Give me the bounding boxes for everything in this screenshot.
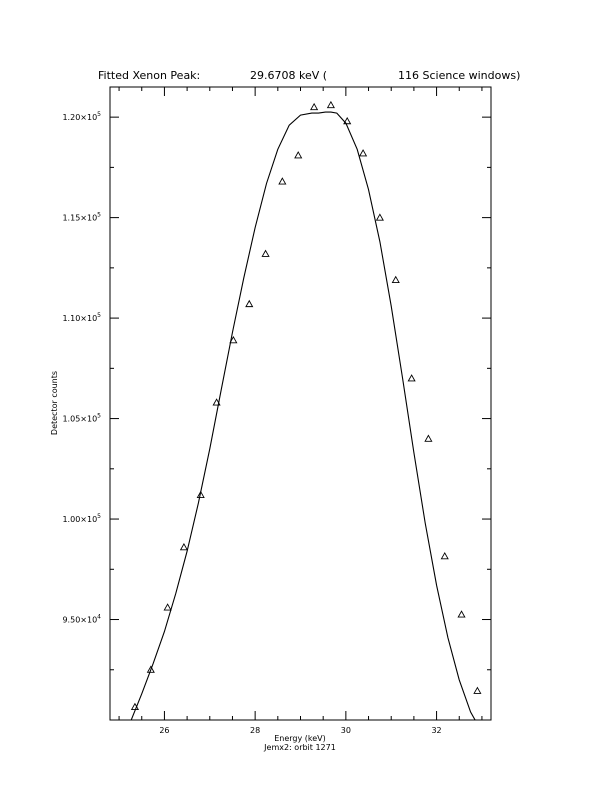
plot-frame	[110, 87, 491, 720]
y-tick-label: $1.05\times 10^5$	[62, 412, 101, 424]
data-point-triangle	[408, 375, 415, 381]
axis-ticks	[110, 87, 491, 720]
data-point-triangle	[441, 553, 448, 559]
y-tick-label: $1.20\times 10^5$	[62, 111, 101, 123]
axis-tick-labels	[62, 111, 441, 735]
fit-line	[130, 112, 482, 732]
chart-title	[98, 69, 520, 82]
data-point-triangle	[246, 301, 253, 307]
x-tick-label: 26	[159, 726, 170, 735]
y-tick-label: $1.15\times 10^5$	[62, 211, 101, 223]
y-tick-label: $1.10\times 10^5$	[62, 312, 101, 324]
x-tick-label: 28	[250, 726, 261, 735]
fit-line-layer	[130, 112, 482, 732]
data-point-triangle	[377, 214, 384, 220]
data-point-triangle	[425, 435, 432, 441]
x-tick-label: 32	[431, 726, 442, 735]
chart-title-part-3: 116 Science windows)	[398, 69, 521, 82]
data-point-triangle	[181, 544, 188, 550]
data-point-triangle	[360, 150, 367, 156]
chart-title-part-2: 29.6708 keV (	[250, 69, 328, 82]
data-point-triangle	[474, 688, 481, 694]
y-axis-label: Detector counts	[50, 370, 59, 436]
x-axis-sublabel: Jemx2: orbit 1271	[264, 743, 336, 752]
data-point-triangle	[392, 277, 399, 283]
x-axis-label: Energy (keV)	[274, 734, 326, 743]
data-point-triangle	[279, 178, 286, 184]
data-point-triangle	[344, 118, 351, 124]
y-tick-label: $1.00\times 10^5$	[62, 513, 101, 525]
data-point-triangle	[311, 104, 318, 110]
chart-title-part-1: Fitted Xenon Peak:	[98, 69, 201, 82]
data-point-triangle	[295, 152, 302, 158]
data-markers	[132, 102, 481, 710]
y-tick-label: $9.50\times 10^4$	[62, 613, 101, 625]
data-point-triangle	[262, 250, 269, 256]
x-tick-label: 30	[340, 726, 351, 735]
data-point-triangle	[328, 102, 335, 108]
data-point-triangle	[164, 604, 171, 610]
data-point-triangle	[458, 611, 465, 617]
